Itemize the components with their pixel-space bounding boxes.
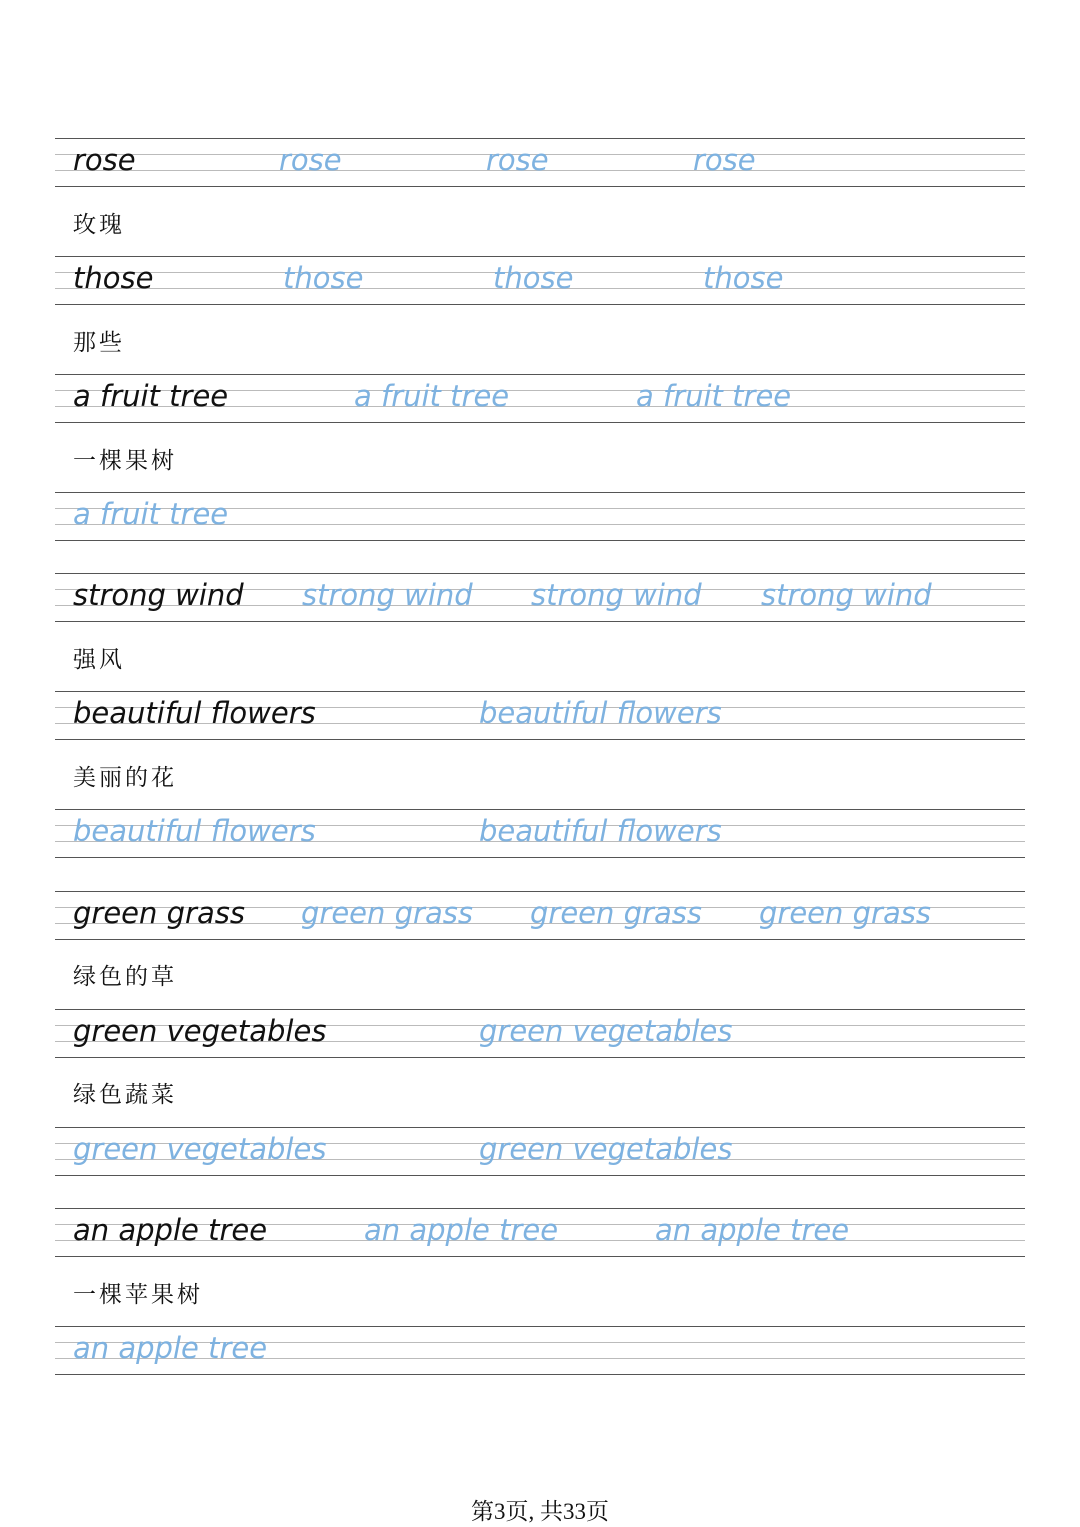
- chinese-meaning: 绿色的草: [73, 964, 177, 990]
- model-word: those: [73, 261, 154, 295]
- chinese-meaning: 玫瑰: [73, 212, 125, 238]
- trace-word: green vegetables: [479, 1014, 733, 1048]
- trace-word: a fruit tree: [636, 379, 792, 413]
- trace-word: green vegetables: [73, 1132, 327, 1166]
- trace-word: rose: [279, 143, 342, 177]
- trace-word: an apple tree: [364, 1213, 559, 1247]
- trace-word: beautiful flowers: [479, 814, 722, 848]
- trace-word: rose: [486, 143, 549, 177]
- trace-word: green grass: [301, 896, 473, 930]
- trace-word: green grass: [530, 896, 702, 930]
- trace-word: rose: [693, 143, 756, 177]
- chinese-meaning: 一棵苹果树: [73, 1282, 203, 1308]
- chinese-meaning: 美丽的花: [73, 765, 177, 791]
- writing-line: [55, 138, 1025, 188]
- trace-word: beautiful flowers: [73, 814, 316, 848]
- model-word: beautiful flowers: [73, 696, 316, 730]
- trace-word: beautiful flowers: [479, 696, 722, 730]
- trace-word: a fruit tree: [73, 497, 229, 531]
- practice-line: [55, 492, 1025, 542]
- trace-word: green grass: [759, 896, 931, 930]
- model-word: an apple tree: [73, 1213, 268, 1247]
- writing-line: [55, 573, 1025, 623]
- model-word: strong wind: [73, 578, 244, 612]
- trace-word: those: [703, 261, 784, 295]
- trace-word: an apple tree: [655, 1213, 850, 1247]
- practice-line: [55, 1127, 1025, 1177]
- trace-word: strong wind: [761, 578, 932, 612]
- chinese-meaning: 那些: [73, 330, 125, 356]
- trace-word: a fruit tree: [354, 379, 510, 413]
- model-word: green vegetables: [73, 1014, 327, 1048]
- writing-line: [55, 1009, 1025, 1059]
- model-word: a fruit tree: [73, 379, 229, 413]
- chinese-meaning: 绿色蔬菜: [73, 1082, 177, 1108]
- writing-line: [55, 374, 1025, 424]
- writing-line: [55, 256, 1025, 306]
- writing-line: [55, 1208, 1025, 1258]
- page-number: 第3页, 共33页: [471, 1499, 609, 1524]
- trace-word: strong wind: [302, 578, 473, 612]
- practice-line: [55, 1326, 1025, 1376]
- chinese-meaning: 一棵果树: [73, 448, 177, 474]
- practice-line: [55, 809, 1025, 859]
- trace-word: those: [493, 261, 574, 295]
- trace-word: green vegetables: [479, 1132, 733, 1166]
- writing-line: [55, 691, 1025, 741]
- model-word: green grass: [73, 896, 245, 930]
- trace-word: strong wind: [531, 578, 702, 612]
- chinese-meaning: 强风: [73, 647, 125, 673]
- writing-line: [55, 891, 1025, 941]
- trace-word: those: [283, 261, 364, 295]
- model-word: rose: [73, 143, 136, 177]
- trace-word: an apple tree: [73, 1331, 268, 1365]
